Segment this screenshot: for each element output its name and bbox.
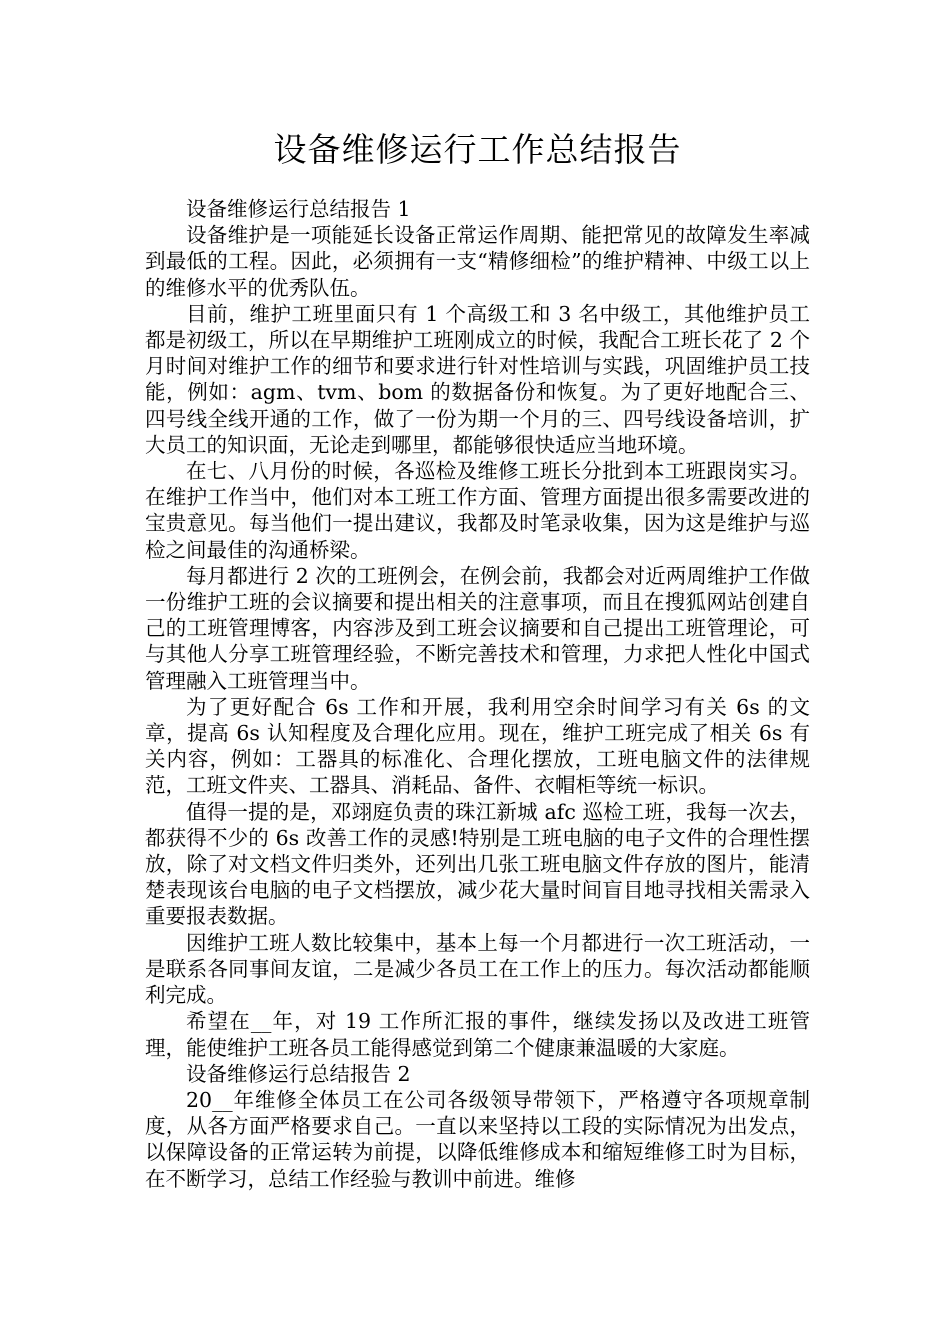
paragraph: 希望在__年，对 19 工作所汇报的事件，继续发扬以及改进工班管理，能使维护工班各员工能得感觉到第二个健康兼温暖的大家庭。 xyxy=(145,1009,810,1060)
paragraph: 在七、八月份的时候，各巡检及维修工班长分批到本工班跟岗实习。在维护工作当中，他们对本工班工作方面、管理方面提出很多需要改进的宝贵意见。每当他们一提出建议，我都及时笔录收集，因为这是维护与巡检之间最佳的沟通桥梁。 xyxy=(145,459,810,562)
document-page xyxy=(145,128,810,1192)
paragraph: 20__年维修全体员工在公司各级领导带领下，严格遵守各项规章制度，从各方面严格要求自己。一直以来坚持以工段的实际情况为出发点，以保障设备的正常运转为前提，以降低维修成本和缩短维修工时为目标，在不断学习，总结工作经验与教训中前进。维修 xyxy=(145,1087,810,1191)
paragraph: 每月都进行 2 次的工班例会，在例会前，我都会对近两周维护工作做一份维护工班的会议摘要和提出相关的注意事项，而且在搜狐网站创建自己的工班管理博客，内容涉及到工班会议摘要和自己提出工班管理论，可与其他人分享工班管理经验，不断完善技术和管理，力求把人性化中国式管理融入工班管理当中。 xyxy=(145,563,810,693)
paragraph: 为了更好配合 6s 工作和开展，我利用空余时间学习有关 6s 的文章，提高 6s 认知程度及合理化应用。现在，维护工班完成了相关 6s 有关内容，例如：工器具的标准化、合理化摆放，工班电脑文件的法律规范，工班文件夹、工器具、消耗品、备件、衣帽柜等统一标识。 xyxy=(145,694,810,798)
paragraph: 因维护工班人数比较集中，基本上每一个月都进行一次工班活动，一是联系各同事间友谊，二是减少各员工在工作上的压力。每次活动都能顺利完成。 xyxy=(145,930,810,1008)
section-heading-1: 设备维修运行总结报告 1 xyxy=(186,197,411,221)
section-heading-2: 设备维修运行总结报告 2 xyxy=(186,1061,411,1086)
paragraph: 值得一提的是，邓翊庭负责的珠江新城 afc 巡检工班，我每一次去，都获得不少的 6s 改善工作的灵感!特别是工班电脑的电子文件的合理性摆放，除了对文档文件归类外，还列出几张工班电脑文件存放的图片，能清楚表现该台电脑的电子文档摆放，减少花大量时间盲目地寻找相关需录入重要报表数据。 xyxy=(145,799,810,929)
paragraph: 目前，维护工班里面只有 1 个高级工和 3 名中级工，其他维护员工都是初级工，所以在早期维护工班刚成立的时候，我配合工班长花了 2 个月时间对维护工作的细节和要求进行针对性培训与实践，巩固维护员工技能，例如：agm、tvm、bom 的数据备份和恢复。为了更好地配合三、四号线全线开通的工作，做了一份为期一个月的三、四号线设备培训，扩大员工的知识面，无论走到哪里，都能够很快适应当地环境。 xyxy=(145,301,810,457)
paragraph: 设备维护是一项能延长设备正常运作周期、能把常见的故障发生率减到最低的工程。因此，必须拥有一支“精修细检”的维护精神、中级工以上的维修水平的优秀队伍。 xyxy=(145,223,810,300)
document-title: 设备维修运行工作总结报告 xyxy=(273,130,682,169)
